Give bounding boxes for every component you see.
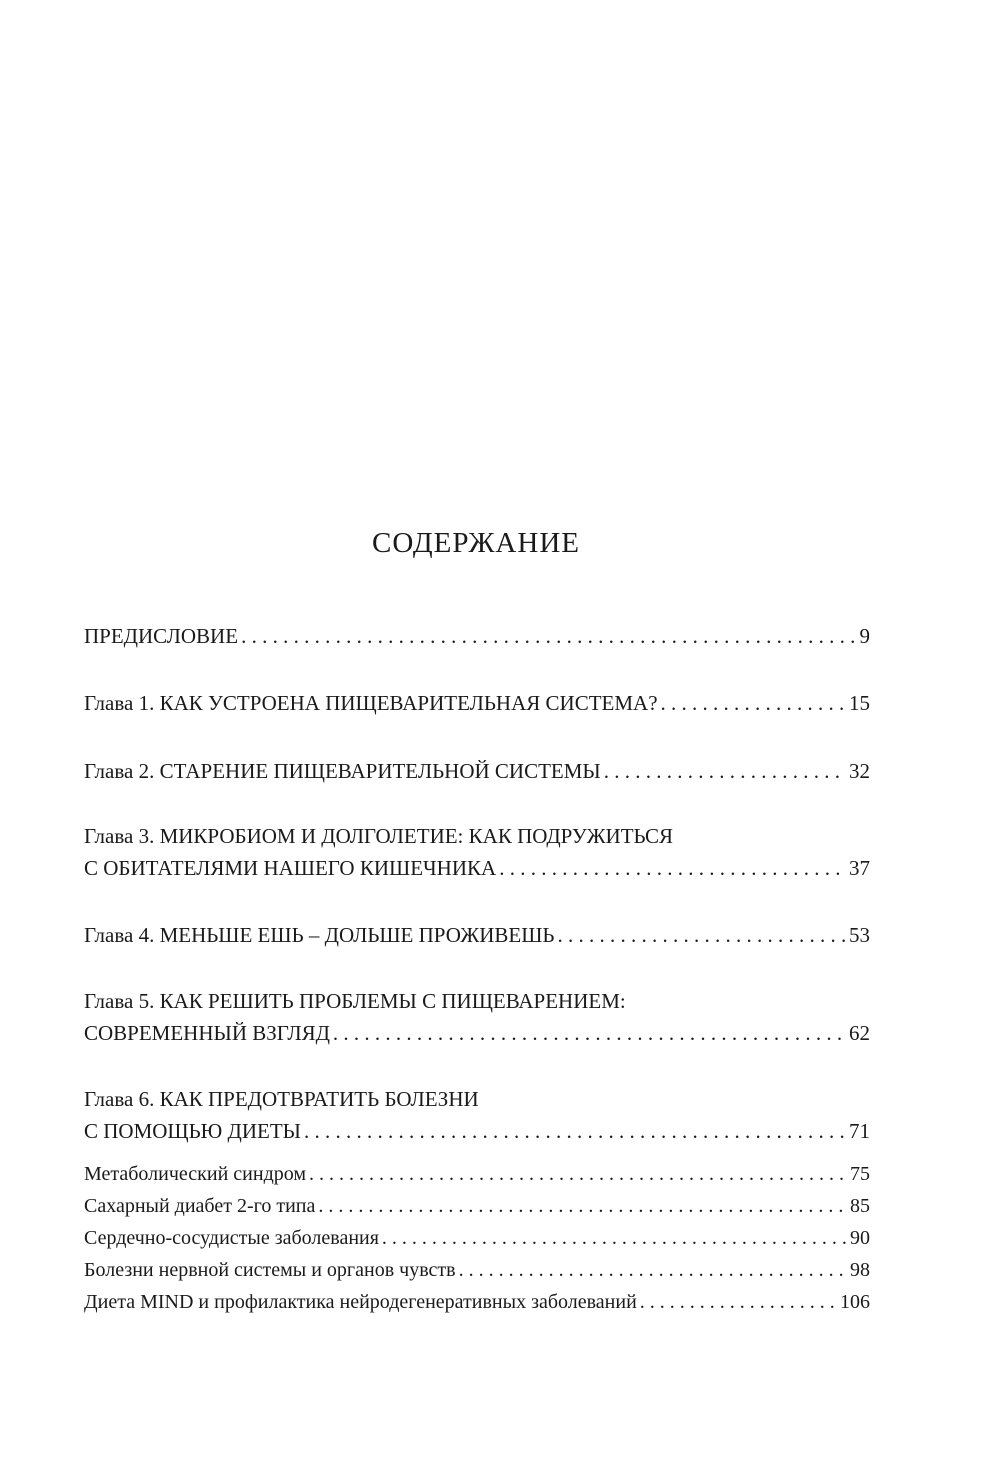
toc-page-number: 85 <box>850 1195 870 1217</box>
toc-subentry[interactable] <box>84 1286 870 1318</box>
toc-entry-chapter-1[interactable] <box>84 687 870 719</box>
toc-entry-title: Глава 2. СТАРЕНИЕ ПИЩЕВАРИТЕЛЬНОЙ СИСТЕМЫ <box>84 759 601 783</box>
toc-page-number: 53 <box>849 923 870 947</box>
toc-page-number: 98 <box>850 1259 870 1281</box>
toc-entry-title: Глава 4. МЕНЬШЕ ЕШЬ – ДОЛЬШЕ ПРОЖИВЕШЬ <box>84 923 555 947</box>
toc-entry-preface[interactable] <box>84 620 870 652</box>
dot-leader <box>557 919 846 951</box>
dot-leader <box>604 755 846 787</box>
toc-line <box>84 985 870 1017</box>
dot-leader <box>304 1115 846 1147</box>
toc-line <box>84 687 870 719</box>
toc-subentry[interactable] <box>84 1158 870 1190</box>
dot-leader <box>382 1222 847 1254</box>
toc-entry-title-continued: СОВРЕМЕННЫЙ ВЗГЛЯД <box>84 1021 330 1045</box>
toc-page-number: 37 <box>849 856 870 880</box>
toc-page-number: 71 <box>849 1119 870 1143</box>
toc-page-number: 9 <box>859 624 870 648</box>
toc-line <box>84 1083 870 1115</box>
toc-subentries <box>84 1158 870 1318</box>
dot-leader <box>459 1254 847 1286</box>
toc-subentry-title: Диета MIND и профилактика нейродегенеративных заболеваний <box>84 1291 637 1313</box>
toc-page-number: 90 <box>850 1227 870 1249</box>
page-title: СОДЕРЖАНИЕ <box>372 527 580 559</box>
toc-entry-chapter-2[interactable] <box>84 755 870 787</box>
toc-page-number: 32 <box>849 759 870 783</box>
toc-subentry-title: Метаболический синдром <box>84 1163 307 1185</box>
toc-subentry-title: Сахарный диабет 2-го типа <box>84 1195 316 1217</box>
toc-page-number: 106 <box>840 1291 870 1313</box>
toc-page-number: 15 <box>849 691 870 715</box>
toc-line <box>84 755 870 787</box>
toc-line <box>84 852 870 884</box>
dot-leader <box>499 852 846 884</box>
toc-line <box>84 820 870 852</box>
toc-entry-title-continued: С ПОМОЩЬЮ ДИЕТЫ <box>84 1119 301 1143</box>
toc-entry-title-continued: С ОБИТАТЕЛЯМИ НАШЕГО КИШЕЧНИКА <box>84 856 497 880</box>
toc-subentry[interactable] <box>84 1190 870 1222</box>
toc-line <box>84 919 870 951</box>
toc-entry-chapter-4[interactable] <box>84 919 870 951</box>
toc-entry-chapter-3[interactable] <box>84 820 870 884</box>
toc-subentry-title: Сердечно-сосудистые заболевания <box>84 1227 379 1249</box>
toc-subentry-title: Болезни нервной системы и органов чувств <box>84 1259 456 1281</box>
toc-entry-title: Глава 6. КАК ПРЕДОТВРАТИТЬ БОЛЕЗНИ <box>84 1087 479 1111</box>
dot-leader <box>241 620 856 652</box>
dot-leader <box>333 1017 846 1049</box>
toc-entry-title: Глава 1. КАК УСТРОЕНА ПИЩЕВАРИТЕЛЬНАЯ СИСТЕМА? <box>84 691 658 715</box>
toc-entry-title: Глава 5. КАК РЕШИТЬ ПРОБЛЕМЫ С ПИЩЕВАРЕНИЕМ: <box>84 989 626 1013</box>
toc-entry-title: Глава 3. МИКРОБИОМ И ДОЛГОЛЕТИЕ: КАК ПОДРУЖИТЬСЯ <box>84 824 674 848</box>
toc-entry-title: ПРЕДИСЛОВИЕ <box>84 624 239 648</box>
dot-leader <box>318 1190 847 1222</box>
toc-subentry[interactable] <box>84 1222 870 1254</box>
toc-subentry[interactable] <box>84 1254 870 1286</box>
toc-line <box>84 620 870 652</box>
toc-line <box>84 1017 870 1049</box>
toc-page-number: 62 <box>849 1021 870 1045</box>
toc-page-number: 75 <box>850 1163 870 1185</box>
toc-entry-chapter-6[interactable] <box>84 1083 870 1147</box>
dot-leader <box>309 1158 847 1190</box>
toc-line <box>84 1115 870 1147</box>
dot-leader <box>661 687 846 719</box>
dot-leader <box>640 1286 837 1318</box>
toc-entry-chapter-5[interactable] <box>84 985 870 1049</box>
